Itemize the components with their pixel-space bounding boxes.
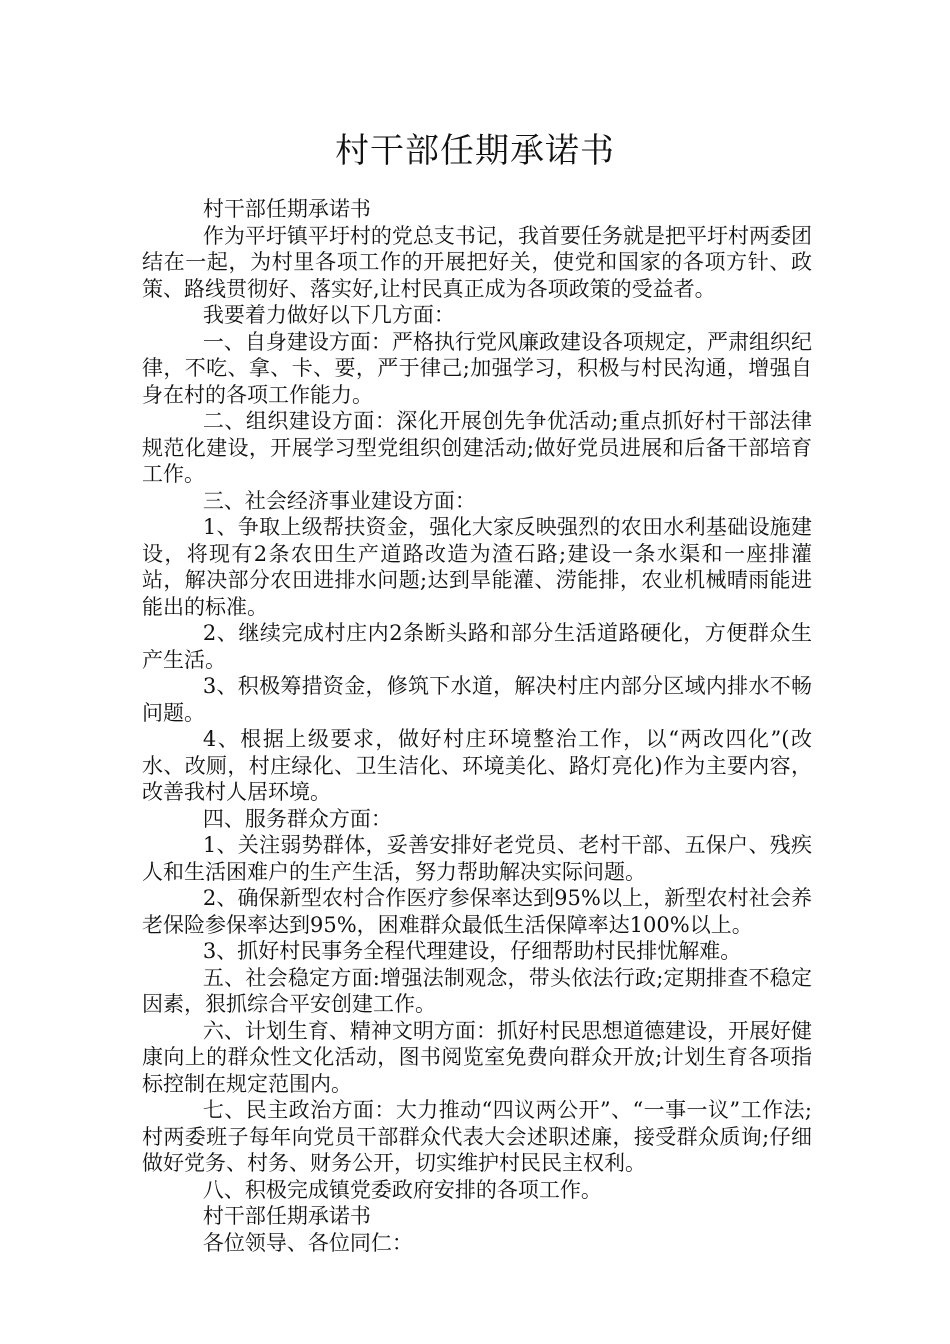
paragraph-service-heading: 四、服务群众方面： xyxy=(202,806,392,831)
paragraph-socioeconomic-3: 3、积极筹措资金，修筑下水道，解决村庄内部分区域内排水不畅问题。 xyxy=(142,674,812,725)
paragraph-social-stability: 五、社会稳定方面:增强法制观念，带头依法行政;定期排查不稳定因素，狠抓综合平安创建工作。 xyxy=(142,965,812,1016)
paragraph-socioeconomic-4: 4、根据上级要求，做好村庄环境整治工作，以“两改四化”(改水、改厕，村庄绿化、卫生洁化、环境美化、路灯亮化)作为主要内容，改善我村人居环境。 xyxy=(142,727,812,804)
paragraph-other-tasks: 八、积极完成镇党委政府安排的各项工作。 xyxy=(202,1177,602,1202)
paragraph-service-3: 3、抓好村民事务全程代理建设，仔细帮助村民排忧解难。 xyxy=(202,939,742,963)
paragraph-second-title: 村干部任期承诺书 xyxy=(202,1204,371,1228)
paragraph-aspects-heading: 我要着力做好以下几方面： xyxy=(202,303,455,327)
paragraph-socioeconomic-2: 2、继续完成村庄内2条断头路和部分生活道路硬化，方便群众生产生活。 xyxy=(142,621,812,672)
paragraph-subtitle: 村干部任期承诺书 xyxy=(202,197,371,221)
paragraph-socioeconomic-1: 1、争取上级帮扶资金，强化大家反映强烈的农田水利基础设施建设，将现有2条农田生产道路改造为渣石路;建设一条水渠和一座排灌站，解决部分农田进排水问题;达到旱能灌、涝能排，农业机械晴雨能进能出的标准。 xyxy=(142,515,812,619)
paragraph-service-2: 2、确保新型农村合作医疗参保率达到95%以上，新型农村社会养老保险参保率达到95%，困难群众最低生活保障率达100%以上。 xyxy=(142,886,812,937)
document-body xyxy=(142,196,812,1256)
document-title: 村干部任期承诺书 xyxy=(335,131,615,171)
paragraph-democratic-politics: 七、民主政治方面：大力推动“四议两公开”、“一事一议”工作法;村两委班子每年向党员干部群众代表大会述职述廉，接受群众质询;仔细做好党务、村务、财务公开，切实维护村民民主权利。 xyxy=(142,1098,812,1175)
paragraph-family-planning: 六、计划生育、精神文明方面：抓好村民思想道德建设，开展好健康向上的群众性文化活动，图书阅览室免费向群众开放;计划生育各项指标控制在规定范围内。 xyxy=(142,1018,812,1096)
paragraph-self-building: 一、自身建设方面：严格执行党风廉政建设各项规定，严肃组织纪律，不吃、拿、卡、要，严于律己;加强学习，积极与村民沟通，增强自身在村的各项工作能力。 xyxy=(142,329,812,407)
paragraph-socioeconomic-heading: 三、社会经济事业建设方面： xyxy=(202,488,476,513)
paragraph-organization-building: 二、组织建设方面：深化开展创先争优活动;重点抓好村干部法律规范化建设，开展学习型党组织创建活动;做好党员进展和后备干部培育工作。 xyxy=(142,409,812,486)
paragraph-intro: 作为平圩镇平圩村的党总支书记，我首要任务就是把平圩村两委团结在一起，为村里各项工作的开展把好关，使党和国家的各项方针、政策、路线贯彻好、落实好,让村民真正成为各项政策的受益者。 xyxy=(142,223,812,301)
paragraph-service-1: 1、关注弱势群体，妥善安排好老党员、老村干部、五保户、残疾人和生活困难户的生产生活，努力帮助解决实际问题。 xyxy=(142,833,812,884)
paragraph-salutation: 各位领导、各位同仁： xyxy=(202,1230,413,1255)
